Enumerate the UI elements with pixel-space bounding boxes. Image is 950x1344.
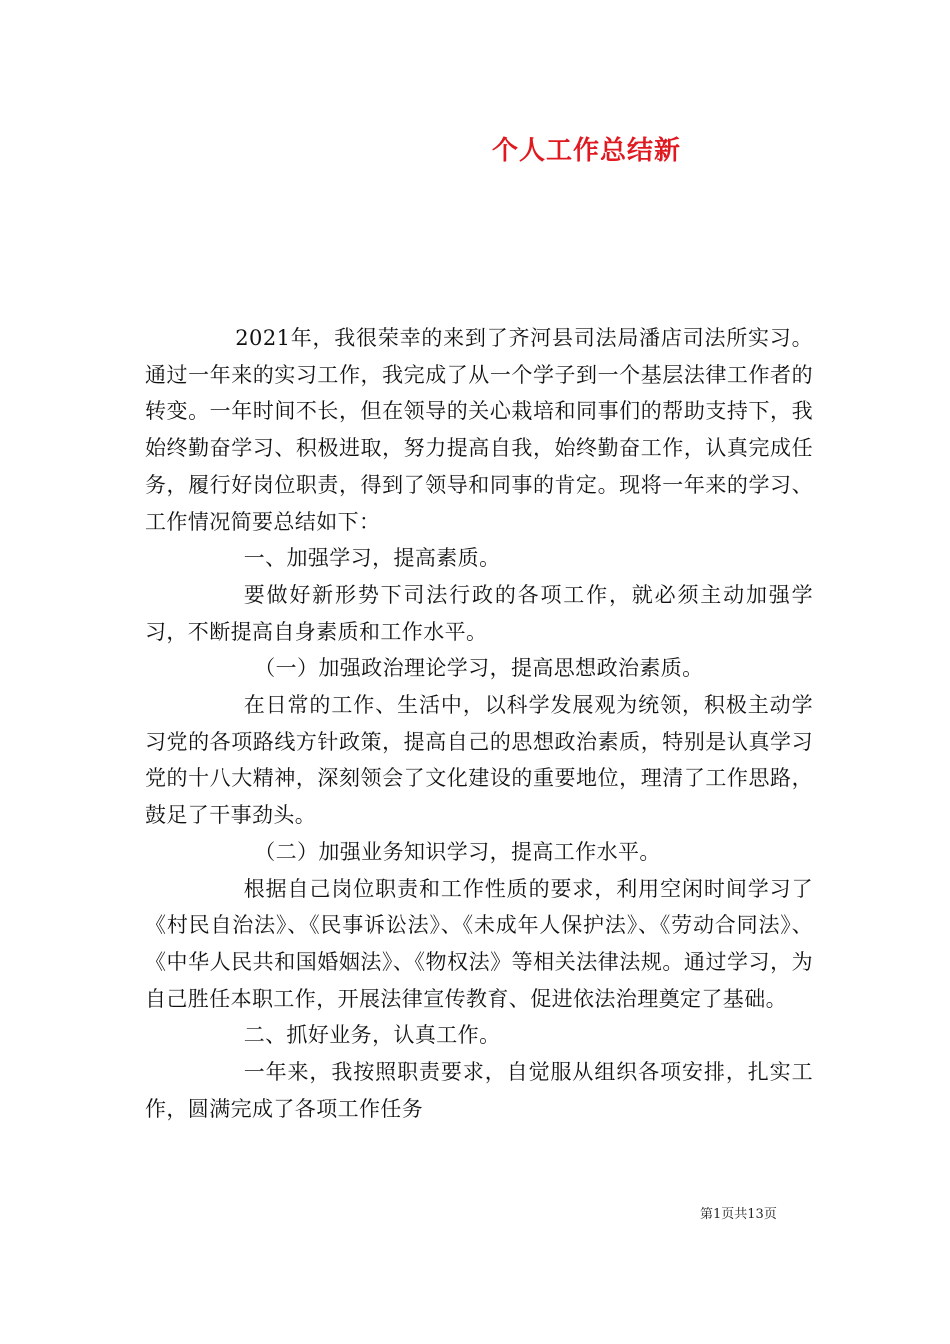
subsection-heading-2: （二）加强业务知识学习，提高工作水平。 — [254, 839, 661, 864]
paragraph: 一年来，我按照职责要求，自觉服从组织各项安排，扎实工作，圆满完成了各项工作任务 — [145, 1060, 813, 1121]
document-title: 个人工作总结新 — [492, 136, 682, 166]
section-heading-2: 二、抓好业务，认真工作。 — [243, 1023, 501, 1048]
paragraph: 在日常的工作、生活中，以科学发展观为统领，积极主动学习党的各项路线方针政策，提高自己的思想政治素质，特别是认真学习党的十八大精神，深刻领会了文化建设的重要地位，理清了工作思路，鼓足了干事劲头。 — [145, 693, 813, 828]
page-number: 第1页共13页 — [700, 1207, 777, 1222]
section-heading-1: 一、加强学习，提高素质。 — [243, 546, 501, 571]
paragraph: 根据自己岗位职责和工作性质的要求，利用空闲时间学习了《村民自治法》、《民事诉讼法》、《未成年人保护法》、《劳动合同法》、《中华人民共和国婚姻法》、《物权法》等相关法律法规。通过学习，为自己胜任本职工作，开展法律宣传教育、促进依法治理奠定了基础。 — [145, 876, 813, 1011]
subsection-heading-1: （一）加强政治理论学习，提高思想政治素质。 — [254, 656, 704, 681]
document-body — [145, 320, 813, 1127]
paragraph: 要做好新形势下司法行政的各项工作，就必须主动加强学习，不断提高自身素质和工作水平。 — [145, 582, 813, 644]
paragraph-intro: 2021年，我很荣幸的来到了齐河县司法局潘店司法所实习。通过一年来的实习工作，我完成了从一个学子到一个基层法律工作者的转变。一年时间不长，但在领导的关心栽培和同事们的帮助支持下，我始终勤奋学习、积极进取，努力提高自我，始终勤奋工作，认真完成任务，履行好岗位职责，得到了领导和同事的肯定。现将一年来的学习、工作情况简要总结如下： — [145, 326, 813, 534]
